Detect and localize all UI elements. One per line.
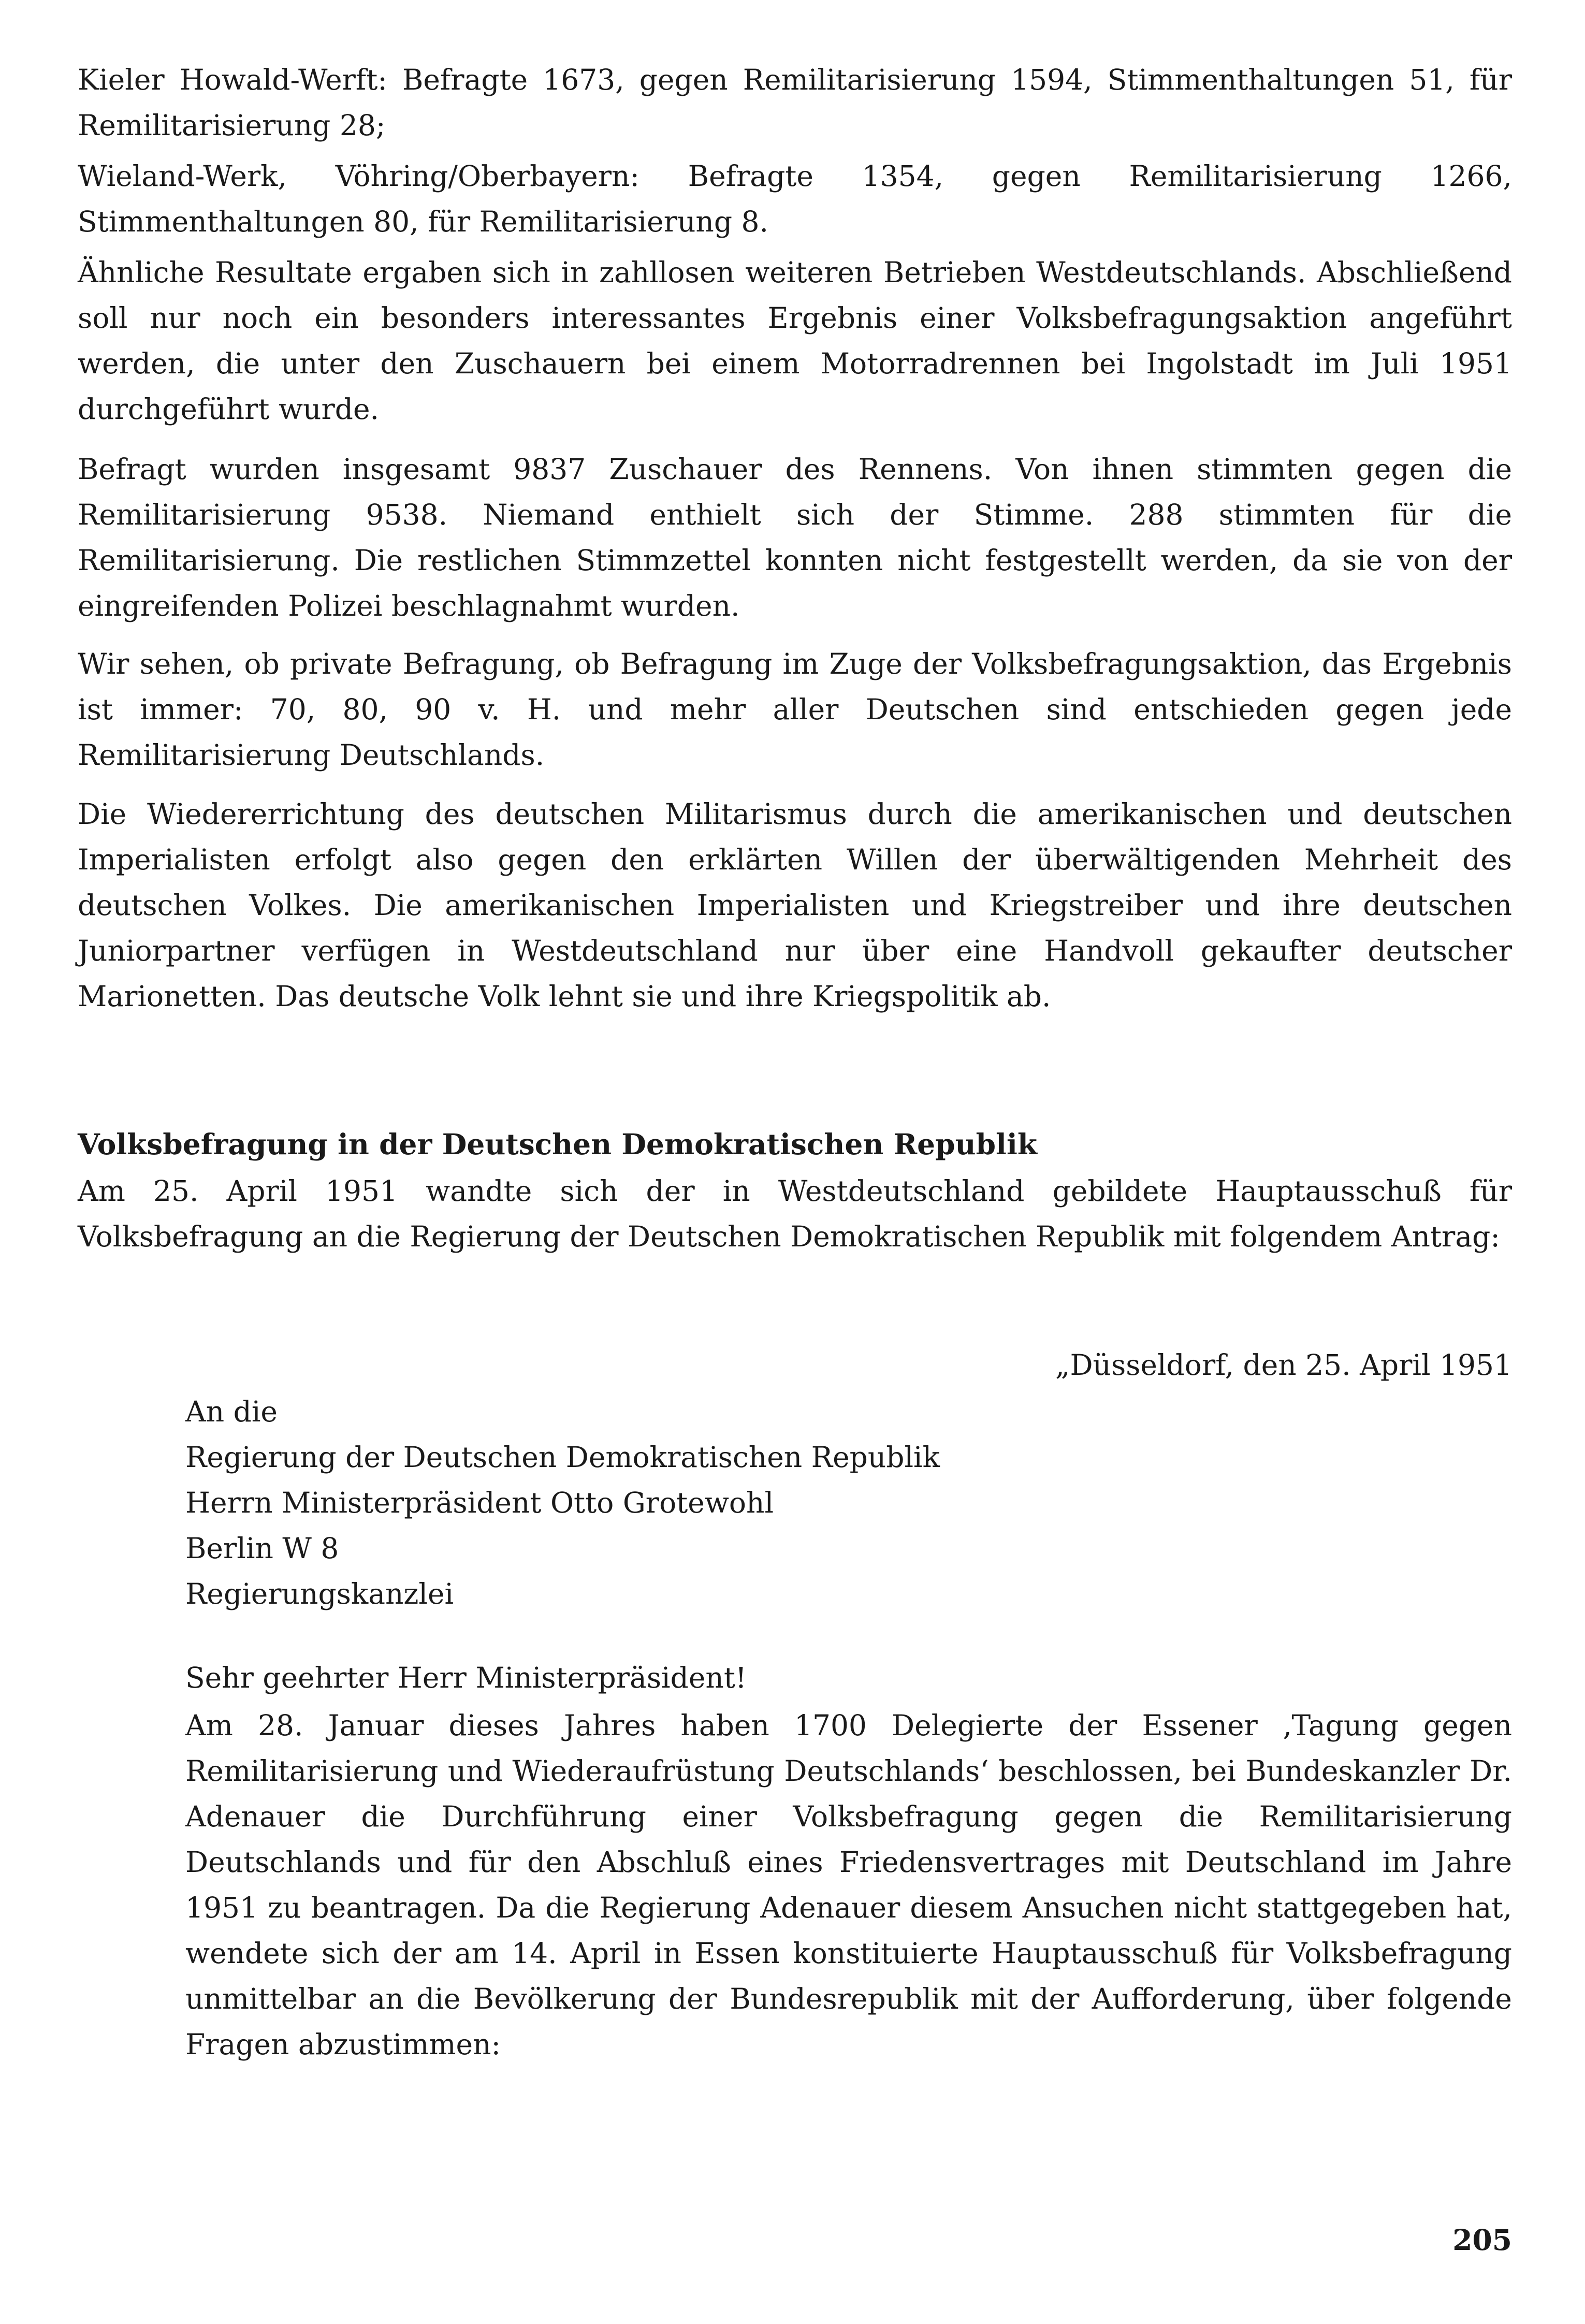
address-line: Herrn Ministerpräsident Otto Grotewohl: [185, 1486, 774, 1519]
letter-salutation: Sehr geehrter Herr Ministerpräsident!: [185, 1661, 747, 1694]
paragraph-aehnliche-resultate: Ähnliche Resultate ergaben sich in zahllosen weiteren Betrieben Westdeutschlands. Abschließend soll nur noch ein besonders interessantes Ergebnis einer Volksbefragungsaktion angeführt werden, die unter den Zuschauern bei einem Motorradrennen bei Ingolstadt im Juli 1951 durchgeführt wurde.: [78, 256, 1512, 426]
address-line: Regierung der Deutschen Demokratischen Republik: [185, 1441, 940, 1474]
paragraph-section-intro: Am 25. April 1951 wandte sich der in Westdeutschland gebildete Hauptausschuß für Volksbefragung an die Regierung der Deutschen Demokratischen Republik mit folgendem Antrag:: [78, 1174, 1512, 1253]
paragraph-wiedererrichtung: Die Wiedererrichtung des deutschen Militarismus durch die amerikanischen und deutschen Imperialisten erfolgt also gegen den erklärten Willen der überwältigenden Mehrheit des deutschen Volkes. Die amerikanischen Imperialisten und Kriegstreiber und ihre deutschen Juniorpartner verfügen in Westdeutschland nur über eine Handvoll gekaufter deutscher Marionetten. Das deutsche Volk lehnt sie und ihre Kriegspolitik ab.: [78, 797, 1512, 1013]
letter-date: „Düsseldorf, den 25. April 1951: [1055, 1348, 1512, 1382]
paragraph-befragt-wurden: Befragt wurden insgesamt 9837 Zuschauer des Rennens. Von ihnen stimmten gegen die Remilitarisierung 9538. Niemand enthielt sich der Stimme. 288 stimmten für die Remilitarisierung. Die restlichen Stimmzettel konnten nicht festgestellt werden, da sie von der eingreifenden Polizei beschlagnahmt wurden.: [78, 453, 1512, 622]
address-line: Berlin W 8: [185, 1532, 339, 1565]
address-line: Regierungskanzlei: [185, 1577, 454, 1610]
paragraph-wieland-werk: Wieland-Werk, Vöhring/Oberbayern: Befragte 1354, gegen Remilitarisierung 1266, Stimmenthaltungen 80, für Remilitarisierung 8.: [78, 159, 1512, 238]
paragraph-kieler-howald-werft: Kieler Howald-Werft: Befragte 1673, gegen Remilitarisierung 1594, Stimmenthaltungen 51, für Remilitarisierung 28;: [78, 63, 1512, 142]
paragraph-wir-sehen: Wir sehen, ob private Befragung, ob Befragung im Zuge der Volksbefragungsaktion, das Ergebnis ist immer: 70, 80, 90 v. H. und mehr aller Deutschen sind entschieden gegen jede Remilitarisierung Deutschlands.: [78, 647, 1512, 772]
letter-body: Am 28. Januar dieses Jahres haben 1700 Delegierte der Essener ‚Tagung gegen Remilitarisierung und Wiederaufrüstung Deutschlands‘ beschlossen, bei Bundeskanzler Dr. Adenauer die Durchführung einer Volksbefragung gegen die Remilitarisierung Deutschlands und für den Abschluß eines Friedensvertrages mit Deutschland im Jahre 1951 zu beantragen. Da die Regierung Adenauer diesem Ansuchen nicht stattgegeben hat, wendete sich der am 14. April in Essen konstituierte Hauptausschuß für Volksbefragung unmittelbar an die Bevölkerung der Bundesrepublik mit der Aufforderung, über folgende Fragen abzustimmen:: [185, 1709, 1512, 2061]
page-number: 205: [1452, 2223, 1512, 2257]
address-line: An die: [185, 1395, 278, 1428]
section-heading: Volksbefragung in der Deutschen Demokratischen Republik: [78, 1127, 1037, 1161]
